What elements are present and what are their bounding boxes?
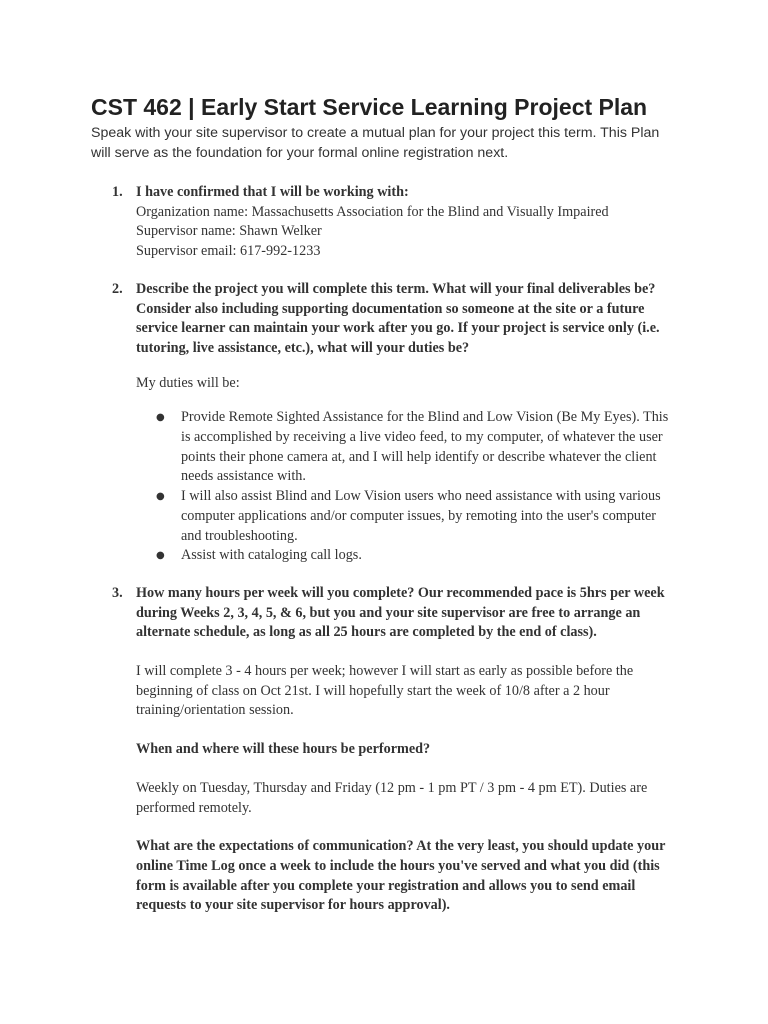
question-number: 2. <box>112 280 123 297</box>
supervisor-email: Supervisor email: 617-992-1233 <box>136 243 321 260</box>
list-item-text: Assist with cataloging call logs. <box>181 547 362 564</box>
question-1 <box>91 183 691 262</box>
question-heading: Describe the project you will complete this term. What will your final deliverables be? Consider also including supporting documentation so someone at the site or a future service learner can maintain your work after you go. If your project is service only (i.e. tutoring, live assistance, etc.), what will your duties be? <box>136 280 660 356</box>
question-number: 1. <box>112 184 123 200</box>
answer-3 <box>91 662 656 721</box>
organization-name: Organization name: Massachusetts Association for the Blind and Visually Impaired <box>136 203 609 220</box>
question-number: 3. <box>112 584 123 601</box>
question-2 <box>91 280 681 359</box>
sub-question-when-where <box>91 740 656 760</box>
sub-answer-text: Weekly on Tuesday, Thursday and Friday (12 pm - 1 pm PT / 3 pm - 4 pm ET). Duties are performed remotely. <box>136 779 648 816</box>
question-heading: How many hours per week will you complete? Our recommended pace is 5hrs per week during Weeks 2, 3, 4, 5, & 6, but you and your site supervisor are free to arrange an alternate schedule, as long as all 25 hours are completed by the end of class). <box>136 584 665 641</box>
answer-text: I will complete 3 - 4 hours per week; however I will start as early as possible before the beginning of class on Oct 21st. I will hopefully start the week of 10/8 after a 2 hour training/orientation session. <box>136 663 634 719</box>
document-page <box>91 92 691 916</box>
document-intro: Speak with your site supervisor to create a mutual plan for your project this term. This Plan will serve as the foundation for your formal online registration next. <box>91 125 660 161</box>
bullet-icon: ● <box>156 550 165 562</box>
list-item-text: I will also assist Blind and Low Vision users who need assistance with using various computer applications and/or computer issues, by remoting into the user's computer and troubleshooting. <box>181 488 661 544</box>
list-item <box>136 546 676 566</box>
answer-2 <box>91 374 691 394</box>
sub-question-communication <box>91 837 681 916</box>
sub-answer-when-where <box>91 779 656 818</box>
list-item <box>136 408 676 487</box>
answer-intro: My duties will be: <box>136 374 240 391</box>
bullet-icon: ● <box>156 412 165 424</box>
bullet-icon: ● <box>156 491 165 503</box>
sub-question-text: What are the expectations of communication? At the very least, you should update your online Time Log once a week to include the hours you've served and what you did (this form is available after you complete your registration and allows you to send email requests to your site supervisor for hours approval). <box>136 838 666 914</box>
supervisor-name: Supervisor name: Shawn Welker <box>136 223 322 240</box>
question-heading: I have confirmed that I will be working with: <box>136 184 409 200</box>
duties-list <box>91 408 676 566</box>
sub-question-text: When and where will these hours be performed? <box>136 741 431 758</box>
document-title: CST 462 | Early Start Service Learning Project Plan <box>91 94 648 120</box>
list-item <box>136 487 676 546</box>
question-3 <box>91 584 681 643</box>
list-item-text: Provide Remote Sighted Assistance for the Blind and Low Vision (Be My Eyes). This is accomplished by receiving a live video feed, to my computer, of whatever the user points their phone camera at, and I will help identify or describe whatever the client needs assistance with. <box>181 409 669 485</box>
